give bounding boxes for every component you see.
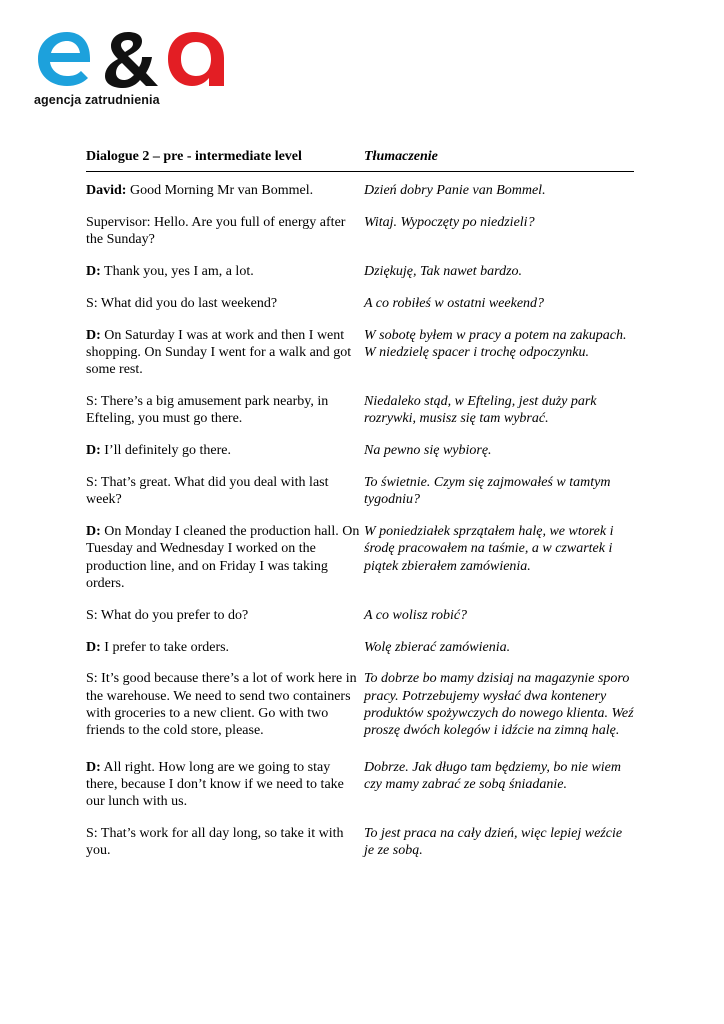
- english-text: S: What did you do last weekend?: [86, 295, 278, 311]
- speaker-label: D:: [86, 443, 101, 459]
- english-text: On Saturday I was at work and then I went shopping. On Sunday I went for a walk and got some rest.: [86, 327, 352, 378]
- dialogue-row: [86, 327, 634, 379]
- polish-translation: A co wolisz robić?: [364, 607, 468, 623]
- brand-name: agencja zatrudnienia: [34, 93, 160, 107]
- english-text: S: There’s a big amusement park nearby, in Efteling, you must go there.: [86, 394, 329, 427]
- english-text: I prefer to take orders.: [100, 639, 230, 655]
- english-text: Supervisor: Hello. Are you full of energy after the Sunday?: [86, 215, 346, 248]
- english-line: [86, 639, 364, 656]
- english-line: [86, 295, 364, 312]
- dialogue-row: [86, 607, 634, 624]
- logo-letter-a: [168, 32, 224, 86]
- header-dialogue-title: Dialogue 2 – pre - intermediate level: [86, 149, 302, 164]
- polish-translation: Dobrze. Jak długo tam będziemy, bo nie wiem czy mamy zabrać ze sobą śniadanie.: [364, 759, 622, 792]
- english-line: [86, 607, 364, 624]
- english-text: I’ll definitely go there.: [100, 443, 232, 459]
- polish-translation: To jest praca na cały dzień, więc lepiej weźcie je ze sobą.: [364, 826, 623, 859]
- english-line: [86, 214, 364, 249]
- table-header: [86, 148, 634, 172]
- speaker-label: David:: [86, 183, 127, 199]
- english-text: On Monday I cleaned the production hall. On Tuesday and Wednesday I worked on the production line, and on Friday I was taking orders.: [86, 524, 360, 592]
- polish-translation: Dzień dobry Panie van Bommel.: [364, 183, 546, 199]
- dialogue-row: [86, 295, 634, 312]
- dialogue-row: [86, 474, 634, 509]
- english-line: [86, 759, 364, 811]
- polish-translation: To świetnie. Czym się zajmowałeś w tamtym tygodniu?: [364, 475, 611, 508]
- speaker-label: D:: [86, 524, 101, 540]
- english-text: S: That’s great. What did you deal with last week?: [86, 475, 329, 508]
- header-translation-title: Tłumaczenie: [364, 149, 438, 164]
- english-text: Thank you, yes I am, a lot.: [100, 264, 254, 280]
- dialogue-row: [86, 825, 634, 860]
- english-text: S: It’s good because there’s a lot of work here in the warehouse. We need to send two containers with groceries to a new client. Go with two friends to the cold store, please.: [86, 671, 357, 739]
- english-line: [86, 523, 364, 592]
- dialogue-row: [86, 214, 634, 249]
- dialogue-row: [86, 442, 634, 459]
- dialogue-table: [86, 148, 634, 860]
- dialogue-row: [86, 393, 634, 428]
- polish-translation: Wolę zbierać zamówienia.: [364, 639, 511, 655]
- logo-mark: [34, 28, 234, 90]
- polish-translation: Niedaleko stąd, w Efteling, jest duży park rozrywki, musisz się tam wybrać.: [364, 394, 597, 427]
- english-text: Good Morning Mr van Bommel.: [126, 183, 314, 199]
- speaker-label: D:: [86, 264, 101, 280]
- english-line: [86, 327, 364, 379]
- polish-translation: A co robiłeś w ostatni weekend?: [364, 295, 545, 311]
- polish-translation: W poniedziałek sprzątałem halę, we wtorek i środę pracowałem na taśmie, a w czwartek i piątek zbierałem zamówienia.: [364, 524, 614, 574]
- polish-translation: To dobrze bo mamy dzisiaj na magazynie sporo pracy. Potrzebujemy wysłać dwa kontenery produktów spożywczych do nowego klienta. Weź proszę dwóch kolegów i idźcie na zimną halę.: [364, 671, 634, 739]
- english-line: [86, 442, 364, 459]
- speaker-label: D:: [86, 327, 101, 343]
- dialogue-row: [86, 523, 634, 592]
- speaker-label: D:: [86, 759, 101, 775]
- english-text: All right. How long are we going to stay there, because I don’t know if we need to take our lunch with us.: [86, 759, 344, 810]
- logo-letter-ampersand: [105, 32, 158, 88]
- english-text: S: That’s work for all day long, so take it with you.: [86, 826, 344, 859]
- english-line: [86, 263, 364, 280]
- dialogue-row: [86, 182, 634, 199]
- dialogue-row: [86, 670, 634, 739]
- speaker-label: D:: [86, 639, 101, 655]
- polish-translation: W sobotę byłem w pracy a potem na zakupach. W niedzielę spacer i trochę odpoczynku.: [364, 327, 627, 361]
- english-line: [86, 182, 364, 199]
- logo-letter-e: [38, 32, 90, 86]
- dialogue-row: [86, 639, 634, 656]
- dialogue-row: [86, 263, 634, 280]
- polish-translation: Na pewno się wybiorę.: [364, 443, 492, 459]
- dialogue-row: [86, 759, 634, 811]
- english-line: [86, 474, 364, 509]
- dialogue-rows: [86, 182, 634, 859]
- english-text: S: What do you prefer to do?: [86, 607, 249, 623]
- polish-translation: Witaj. Wypoczęty po niedzieli?: [364, 215, 535, 231]
- english-line: [86, 670, 364, 739]
- english-line: [86, 393, 364, 428]
- polish-translation: Dziękuję, Tak nawet bardzo.: [364, 264, 523, 280]
- english-line: [86, 825, 364, 860]
